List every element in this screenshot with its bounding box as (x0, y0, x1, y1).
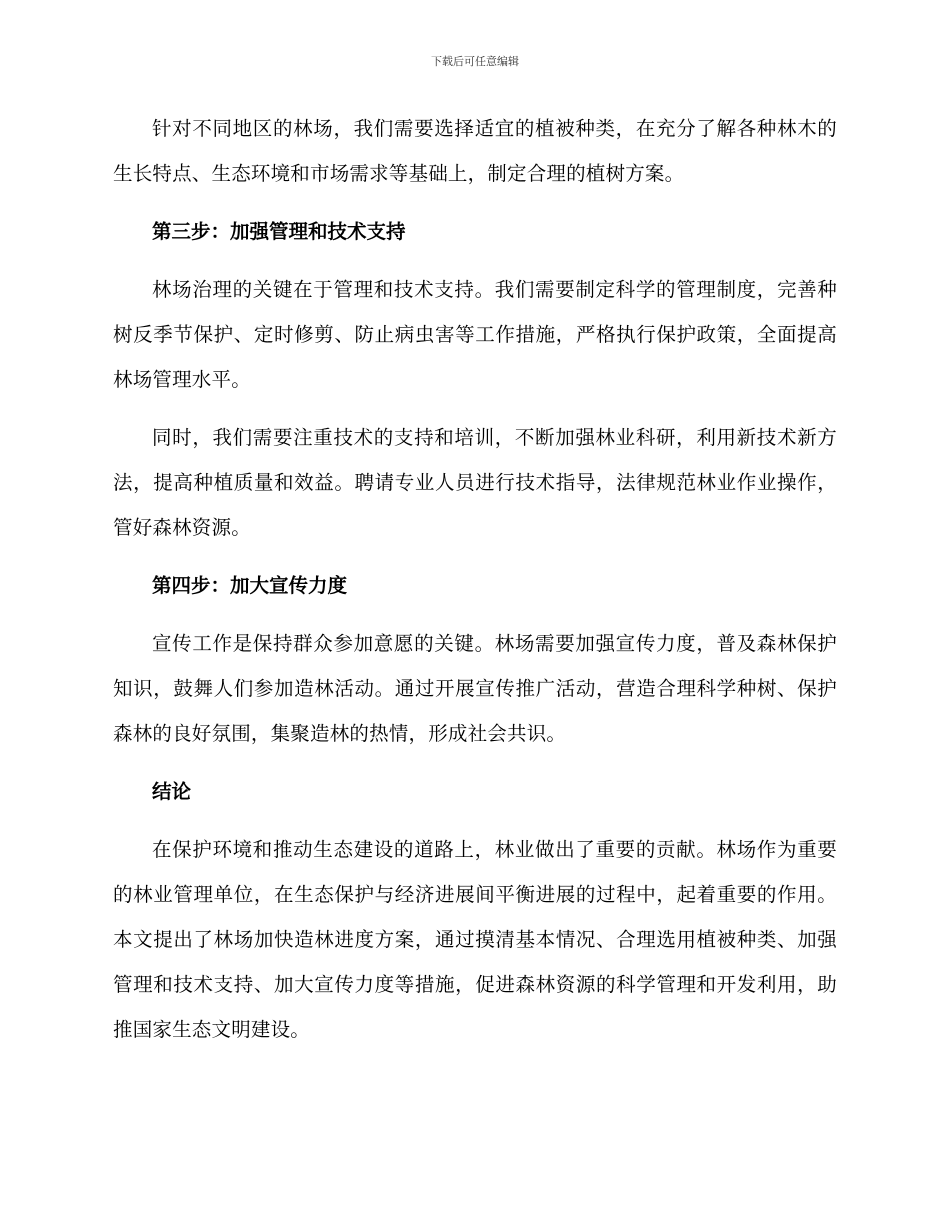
paragraph-technical-support: 同时，我们需要注重技术的支持和培训，不断加强林业科研，利用新技术新方法，提高种植质量和效益。聘请专业人员进行技术指导，法律规范林业作业操作，管好森林资源。 (113, 426, 837, 539)
page-header: 下载后可任意编辑 (431, 55, 519, 68)
paragraph-vegetation-selection: 针对不同地区的林场，我们需要选择适宜的植被种类，在充分了解各种林木的生长特点、生态环境和市场需求等基础上，制定合理的植树方案。 (113, 117, 837, 185)
heading-step-three: 第三步：加强管理和技术支持 (152, 220, 406, 243)
document-body (113, 106, 837, 1065)
heading-step-four: 第四步：加大宣传力度 (152, 574, 348, 597)
paragraph-management: 林场治理的关键在于管理和技术支持。我们需要制定科学的管理制度，完善种树反季节保护、定时修剪、防止病虫害等工作措施，严格执行保护政策，全面提高林场管理水平。 (113, 278, 837, 391)
paragraph-publicity: 宣传工作是保持群众参加意愿的关键。林场需要加强宣传力度，普及森林保护知识，鼓舞人们参加造林活动。通过开展宣传推广活动，营造合理科学种树、保护森林的良好氛围，集聚造林的热情，形成社会共识。 (113, 632, 837, 745)
heading-conclusion: 结论 (152, 780, 192, 803)
paragraph-conclusion: 在保护环境和推动生态建设的道路上，林业做出了重要的贡献。林场作为重要的林业管理单位，在生态保护与经济进展间平衡进展的过程中，起着重要的作用。本文提出了林场加快造林进度方案，通过摸清基本情况、合理选用植被种类、加强管理和技术支持、加大宣传力度等措施，促进森林资源的科学管理和开发利用，助推国家生态文明建设。 (113, 838, 837, 1041)
